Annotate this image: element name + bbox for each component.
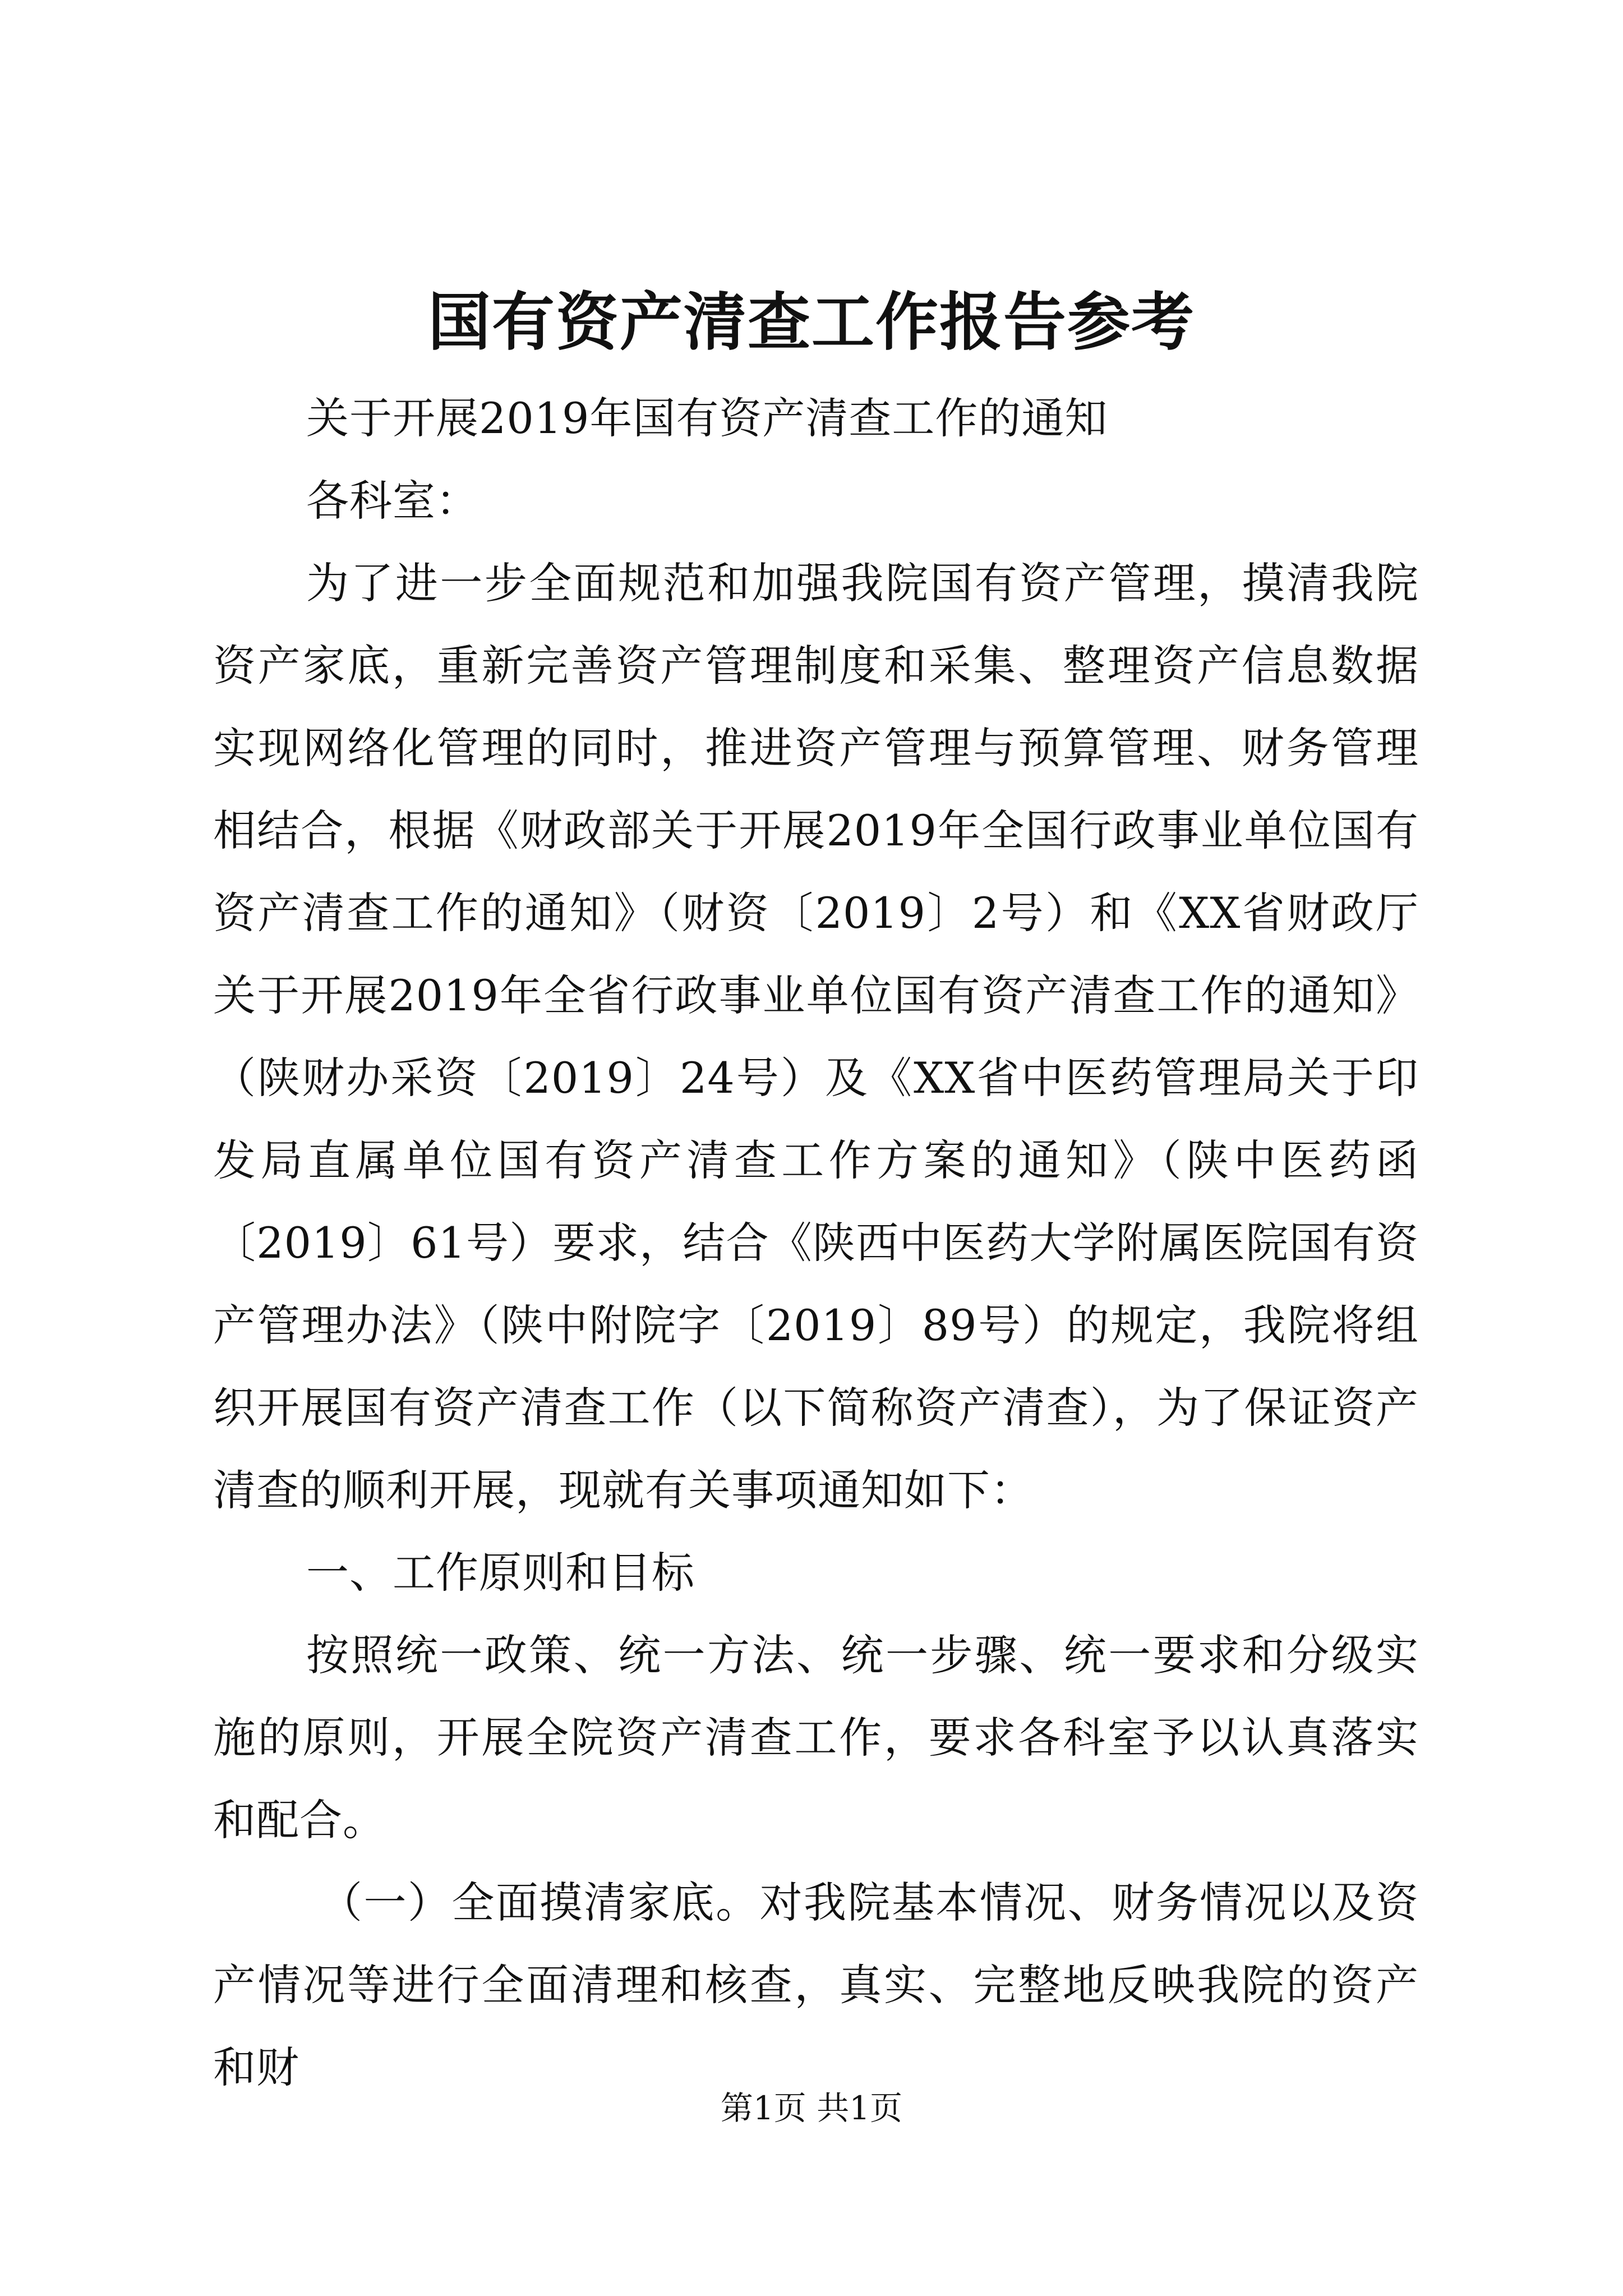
principle-paragraph: 按照统一政策、统一方法、统一步骤、统一要求和分级实施的原则，开展全院资产清查工作，要求各科室予以认真落实和配合。 — [213, 1630, 1419, 1845]
page-number: 第1页 共1页 — [720, 2089, 903, 2127]
document-body — [213, 377, 1419, 2109]
section-heading: 一、工作原则和目标 — [306, 1548, 695, 1598]
notice-heading: 关于开展2019年国有资产清查工作的通知 — [306, 393, 1108, 443]
intro-paragraph: 为了进一步全面规范和加强我院国有资产管理，摸清我院资产家底，重新完善资产管理制度和采集、整理资产信息数据实现网络化管理的同时，推进资产管理与预算管理、财务管理相结合，根据《财政部关于开展2019年全国行政事业单位国有资产清查工作的通知》（财资〔2019〕2号）和《XX省财政厅关于开展2019年全省行政事业单位国有资产清查工作的通知》（陕财办采资〔2019〕24号）及《XX省中医药管理局关于印发局直属单位国有资产清查工作方案的通知》（陕中医药函〔2019〕61号）要求，结合《陕西中医药大学附属医院国有资产管理办法》（陕中附院字〔2019〕89号）的规定，我院将组织开展国有资产清查工作（以下简称资产清查），为了保证资产清查的顺利开展，现就有关事项通知如下： — [213, 558, 1419, 1515]
document-title: 国有资产清查工作报告参考 — [428, 286, 1195, 359]
subsection-paragraph: （一）全面摸清家底。对我院基本情况、财务情况以及资产情况等进行全面清理和核查，真实、完整地反映我院的资产和财 — [213, 1878, 1419, 2092]
salutation: 各科室： — [306, 476, 479, 526]
